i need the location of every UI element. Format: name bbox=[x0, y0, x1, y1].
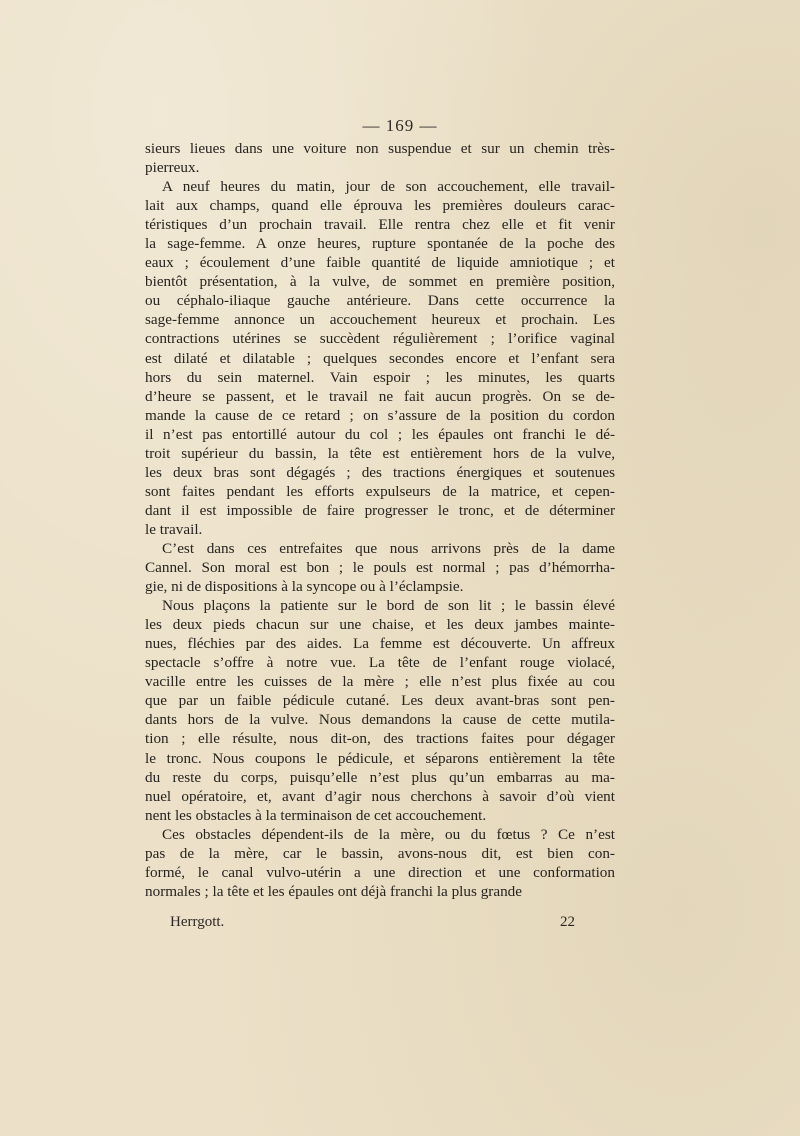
text-line: le travail. bbox=[145, 520, 203, 538]
text-line: ou céphalo-iliaque gauche antérieure. Dans cette occurrence la bbox=[145, 292, 615, 310]
text-line: d’heure se passent, et le travail ne fait aucun progrès. On se de- bbox=[145, 387, 615, 405]
text-line: sieurs lieues dans une voiture non suspendue et sur un chemin très- bbox=[145, 140, 615, 157]
signature-mark: 22 bbox=[560, 914, 575, 930]
paragraph bbox=[145, 596, 615, 825]
text-line: lait aux champs, quand elle éprouva les premières douleurs carac- bbox=[145, 197, 615, 215]
text-line: sont faites pendant les efforts expulseurs de la matrice, et cepen- bbox=[145, 482, 615, 500]
paragraph bbox=[145, 825, 615, 901]
text-line: sage-femme annonce un accouchement heureux et prochain. Les bbox=[145, 311, 615, 329]
text-line: nent les obstacles à la terminaison de cet accouchement. bbox=[145, 806, 487, 824]
text-line: que par un faible pédicule cutané. Les deux avant-bras sont pen- bbox=[145, 692, 615, 710]
text-line: vacille entre les cuisses de la mère ; elle n’est plus fixée au cou bbox=[145, 673, 615, 691]
text-line: A neuf heures du matin, jour de son accouchement, elle travail- bbox=[162, 178, 615, 196]
text-line: il n’est pas entortillé autour du col ; les épaules ont franchi le dé- bbox=[145, 425, 615, 443]
text-line: nuel opératoire, et, avant d’agir nous cherchons à savoir d’où vient bbox=[145, 787, 615, 805]
text-line: troit supérieur du bassin, la tête est entièrement hors de la vulve, bbox=[145, 444, 615, 462]
page-number: — 169 — bbox=[362, 116, 438, 135]
text-line: Cannel. Son moral est bon ; le pouls est normal ; pas d’hémorrha- bbox=[145, 559, 615, 577]
text-line: est dilaté et dilatable ; quelques secondes encore et l’enfant sera bbox=[145, 349, 615, 367]
text-line: Ces obstacles dépendent-ils de la mère, ou du fœtus ? Ce n’est bbox=[162, 825, 615, 843]
text-line: dant il est impossible de faire progresser le tronc, et de déterminer bbox=[145, 501, 615, 519]
text-line: pierreux. bbox=[145, 159, 200, 177]
text-line: C’est dans ces entrefaites que nous arrivons près de la dame bbox=[162, 539, 615, 557]
text-line: les deux pieds chacun sur une chaise, et les deux jambes mainte- bbox=[145, 616, 615, 634]
text-line: pas de la mère, car le bassin, avons-nous dit, est bien con- bbox=[145, 844, 615, 862]
text-line: eaux ; écoulement d’une faible quantité de liquide amniotique ; et bbox=[145, 254, 615, 272]
text-line: normales ; la tête et les épaules ont déjà franchi la plus grande bbox=[145, 882, 523, 900]
page-footer bbox=[170, 914, 575, 931]
text-line: tion ; elle résulte, nous dit-on, des tractions faites pour dégager bbox=[145, 730, 615, 748]
text-line: spectacle s’offre à notre vue. La tête de l’enfant rouge violacé, bbox=[145, 654, 615, 672]
text-line: mande la cause de ce retard ; on s’assure de la position du cordon bbox=[145, 406, 615, 424]
text-line: contractions utérines se succèdent régulièrement ; l’orifice vaginal bbox=[145, 330, 615, 348]
text-line: téristiques d’un prochain travail. Elle rentra chez elle et fit venir bbox=[145, 216, 615, 234]
body-text bbox=[145, 139, 615, 901]
text-line: nues, fléchies par des aides. La femme est découverte. Un affreux bbox=[145, 635, 615, 653]
text-line: gie, ni de dispositions à la syncope ou à l’éclampsie. bbox=[145, 578, 464, 596]
text-line: Nous plaçons la patiente sur le bord de son lit ; le bassin élevé bbox=[162, 597, 615, 615]
text-line: le tronc. Nous coupons le pédicule, et séparons entièrement la tête bbox=[145, 749, 615, 767]
paragraph bbox=[145, 139, 615, 177]
text-line: dants hors de la vulve. Nous demandons la cause de cette mutila- bbox=[145, 711, 615, 729]
text-line: bientôt présentation, à la vulve, de sommet en première position, bbox=[145, 273, 615, 291]
text-line: hors du sein maternel. Vain espoir ; les minutes, les quarts bbox=[145, 368, 615, 386]
footer-author: Herrgott. bbox=[170, 914, 225, 930]
text-line: les deux bras sont dégagés ; des tractions énergiques et soutenues bbox=[145, 463, 615, 481]
text-line: la sage-femme. A onze heures, rupture spontanée de la poche des bbox=[145, 235, 615, 253]
text-line: formé, le canal vulvo-utérin a une direction et une conformation bbox=[145, 863, 615, 881]
text-line: du reste du corps, puisqu’elle n’est plus qu’un embarras au ma- bbox=[145, 768, 615, 786]
paragraph bbox=[145, 177, 615, 539]
paragraph bbox=[145, 539, 615, 596]
